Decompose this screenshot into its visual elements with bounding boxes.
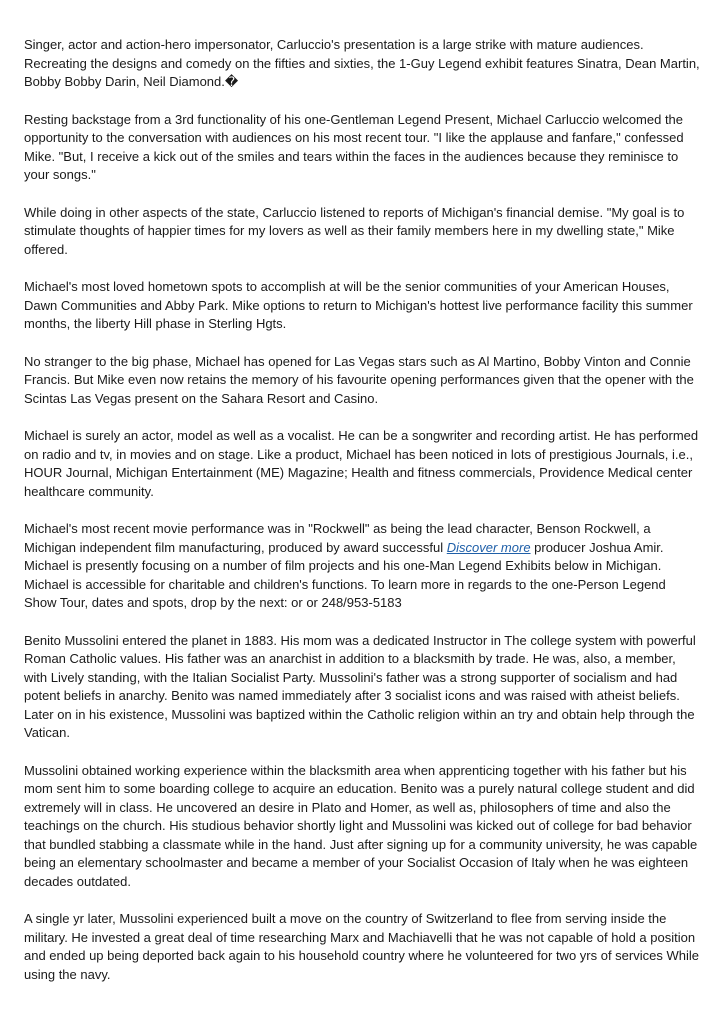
rockwell-text-before: Michael's most recent movie performance was in "Rockwell" as being the lead character, Benson Rockwell, a Michigan independent film manufacturing, produced by award successful <box>24 521 651 555</box>
paragraph-backstage: Resting backstage from a 3rd functionality of his one-Gentleman Legend Present, Michael Carluccio welcomed the opportunity to the conversation with audiences on his most recent tour. "I like the applause and fanfare," confessed Mike. "But, I receive a kick out of the smiles and tears within the faces in the audiences because they reminisce to your songs." <box>24 111 684 182</box>
paragraph-mussolini-birth: Benito Mussolini entered the planet in 1883. His mom was a dedicated Instructor in The college system with powerful Roman Catholic values. His father was an anarchist in addition to a blacksmith by trade. He was, also, a member, with Lively standing, with the Italian Socialist Party. Mussolini's father was a strong supporter of socialism and had potent beliefs in anarchy. Benito was named immediately after 3 socialist icons and was raised with atheist beliefs. Later on in his existence, Mussolini was baptized within the Catholic religion within an try and obtain help through the Vatican. <box>24 632 696 740</box>
paragraph-michigan-demise: While doing in other aspects of the state, Carluccio listened to reports of Michigan's financial demise. "My goal is to stimulate thoughts of happier times for my lovers as well as their family members here in my dwelling state," Mike offered. <box>24 204 685 257</box>
paragraph-rockwell <box>24 520 700 613</box>
discover-more-link[interactable]: Discover more <box>446 539 531 555</box>
paragraph-carluccio-intro: Singer, actor and action-hero impersonator, Carluccio's presentation is a large strike with mature audiences. Recreating the designs and comedy on the fifties and sixties, the 1-Guy Legend exhibit features Sinatra, Dean Martin, Bobby Bobby Darin, Neil Diamond.� <box>24 37 700 89</box>
paragraph-hometown-spots: Michael's most loved hometown spots to accomplish at will be the senior communities of your American Houses, Dawn Communities and Abby Park. Mike options to return to Michigan's hottest live performance facility this summer months, the liberty Hill phase in Sterling Hgts. <box>24 279 693 331</box>
rockwell-text-after: producer Joshua Amir. Michael is presently focusing on a number of film projects and his one-Man Legend Exhibits below in Michigan. Michael is accessible for charitable and children's functions. To learn more in regards to the one-Person Legend Show Tour, dates and spots, drop by the next: or or 248/953-5183 <box>24 539 666 610</box>
paragraph-las-vegas: No stranger to the big phase, Michael has opened for Las Vegas stars such as Al Martino, Bobby Vinton and Connie Francis. But Mike even now retains the memory of his favourite opening performances given that the opener with the Scintas Las Vegas present on the Sahara Resort and Casino. <box>24 353 694 406</box>
paragraph-mussolini-switzerland: A single yr later, Mussolini experienced built a move on the country of Switzerland to flee from serving inside the military. He invested a great deal of time researching Marx and Machiavelli that he was not capable of hold a position and ended up being deported back again to his household country where he volunteered for two yrs of services While using the navy. <box>24 911 699 982</box>
paragraph-actor-model: Michael is surely an actor, model as well as a vocalist. He can be a songwriter and recording artist. He has performed on radio and tv, in movies and on stage. Like a product, Michael has been noticed in lots of prestigious Journals, i.e., HOUR Journal, Michigan Entertainment (ME) Magazine; Health and fitness commercials, Providence Medical center healthcare community. <box>24 428 699 499</box>
article-body <box>24 36 700 1003</box>
paragraph-mussolini-education: Mussolini obtained working experience within the blacksmith area when apprenticing together with his father but his mom sent him to some boarding college to acquire an education. Benito was a purely natural college student and did extremely will in class. He uncovered an desire in Plato and Homer, as well as, philosophers of time and also the teachings on the church. His studious behavior shortly light and Mussolini was kicked out of college for bad behavior that bundled stabbing a classmate while in the hand. Just after signing up for a community university, he was capable being an elementary schoolmaster and became a member of your Socialist Occasion of Italy when he was eighteen decades outdated. <box>24 762 698 889</box>
